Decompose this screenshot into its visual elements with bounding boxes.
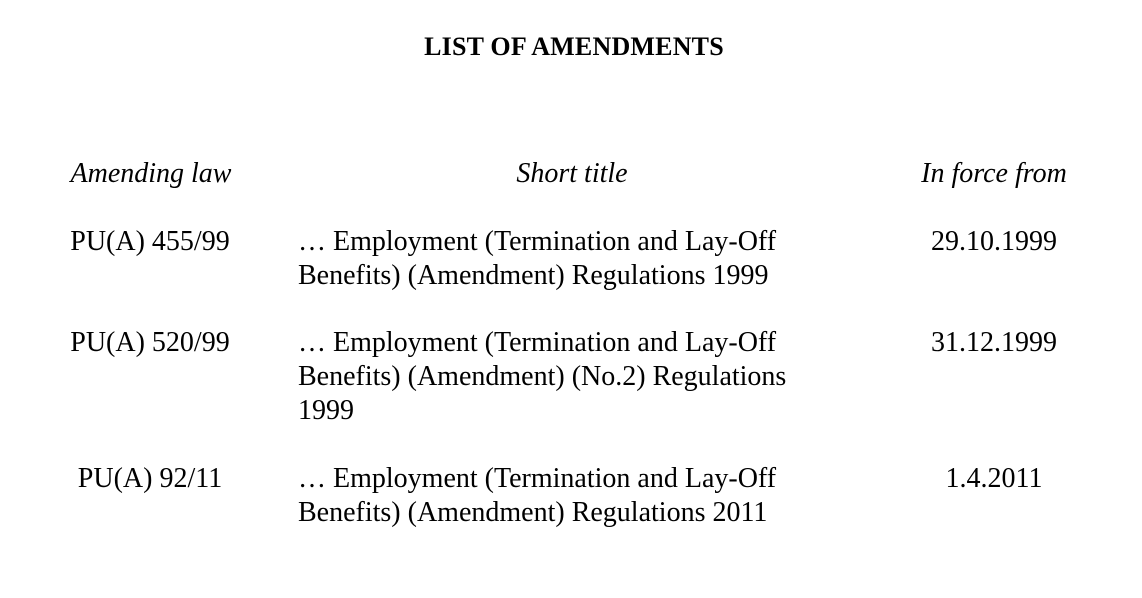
column-header-short-title: Short title [516,158,628,189]
in-force-date-cell: 1.4.2011 [945,463,1043,494]
page-title: LIST OF AMENDMENTS [424,32,724,61]
short-title-cell: … Employment (Termination and Lay-Off Benefits) (Amendment) Regulations 1999 [298,226,777,291]
table-header [0,158,1142,194]
in-force-date-cell: 29.10.1999 [931,226,1057,257]
short-title-cell: … Employment (Termination and Lay-Off Benefits) (Amendment) (No.2) Regulations 1999 [298,327,787,426]
column-header-in-force-from: In force from [921,158,1067,189]
short-title-cell: … Employment (Termination and Lay-Off Benefits) (Amendment) Regulations 2011 [298,463,777,528]
amending-law-cell: PU(A) 520/99 [70,327,230,358]
column-header-amending-law: Amending law [70,158,232,189]
amending-law-cell: PU(A) 455/99 [70,226,230,257]
amending-law-cell: PU(A) 92/11 [77,463,223,494]
in-force-date-cell: 31.12.1999 [931,327,1057,358]
